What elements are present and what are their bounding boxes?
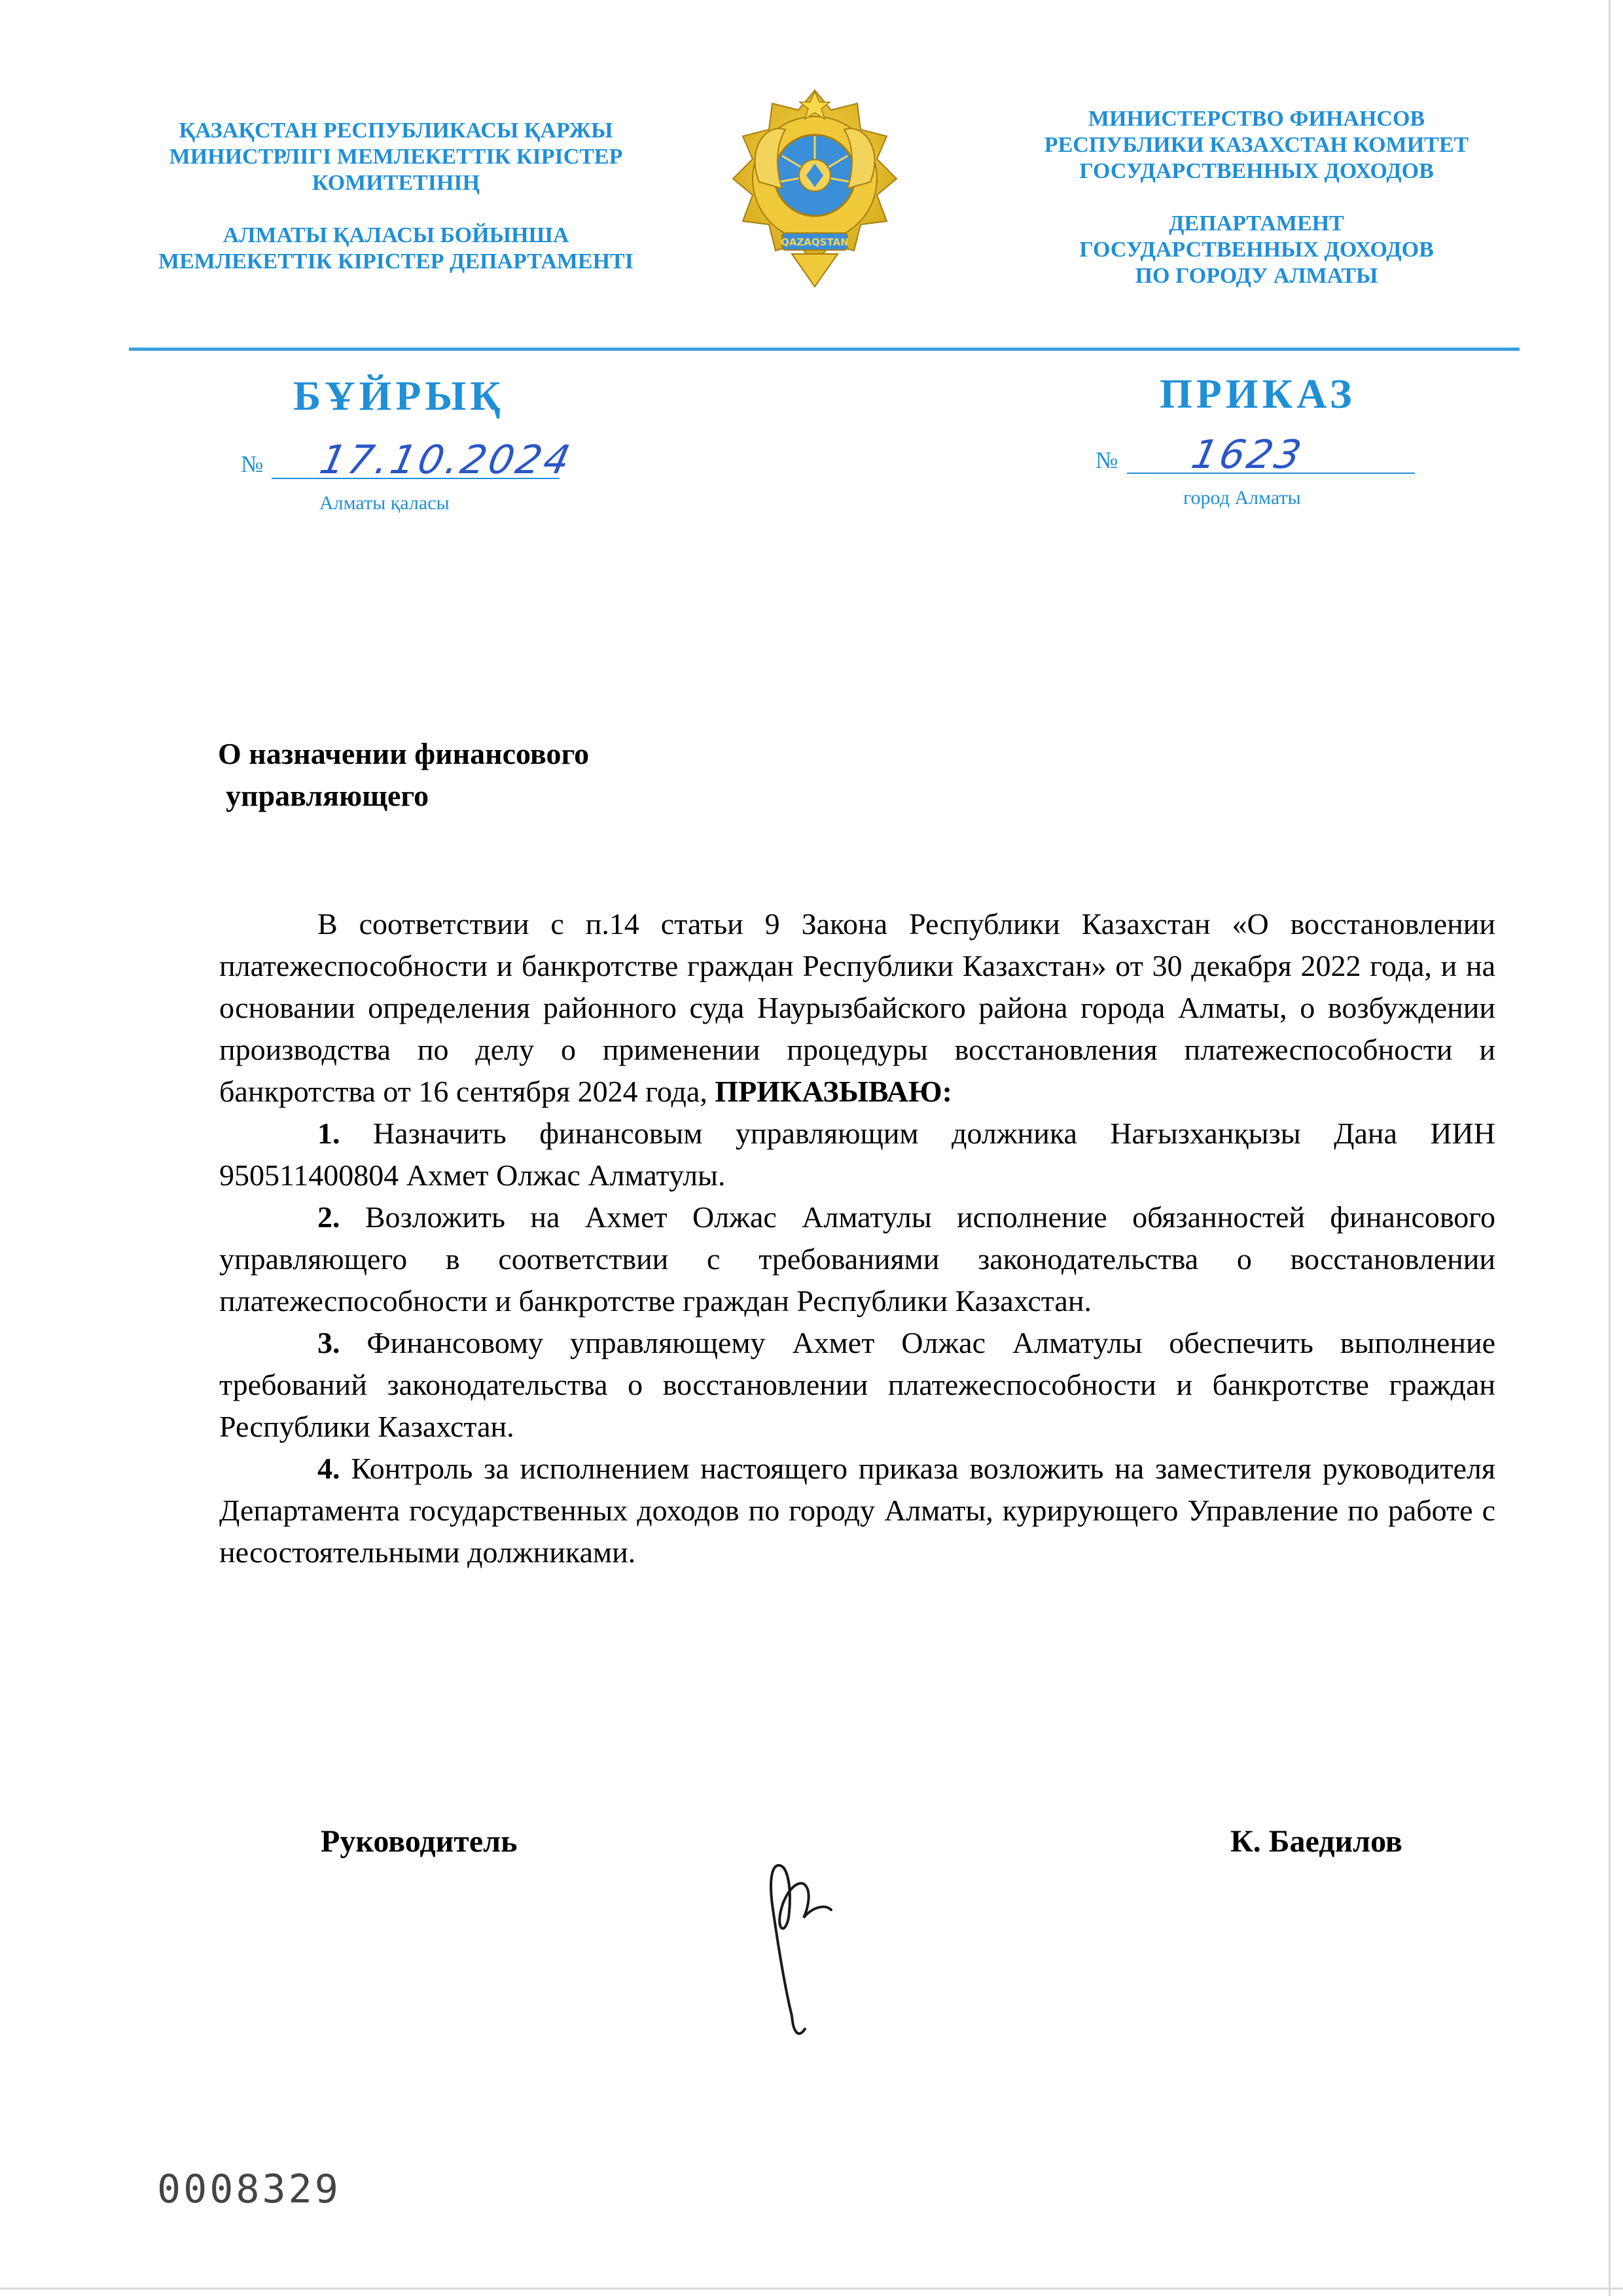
header-left-kz xyxy=(118,118,674,275)
item-number: 1. xyxy=(317,1117,340,1150)
number-sign-right: № xyxy=(1096,447,1118,473)
header-left-line: КОМИТЕТІНІҢ xyxy=(312,171,480,195)
serial-number: 0008329 xyxy=(157,2166,341,2212)
header-left-line: МЕМЛЕКЕТТІК КІРІСТЕР ДЕПАРТАМЕНТІ xyxy=(158,249,633,274)
city-ru: город Алматы xyxy=(1183,487,1301,509)
order-title-ru: ПРИКАЗ xyxy=(1160,370,1356,417)
order-item xyxy=(219,1448,1495,1573)
item-number: 2. xyxy=(317,1200,340,1234)
subject-line: О назначении финансового xyxy=(218,737,590,770)
order-item xyxy=(219,1113,1495,1196)
item-text: Финансовому управляющему Ахмет Олжас Алматулы обеспечить выполнение требований законодательства о восстановлении платежеспособности и банкротстве граждан Республики Казахстан. xyxy=(219,1326,1496,1443)
item-number: 3. xyxy=(317,1326,340,1359)
handwritten-signature-icon xyxy=(753,1793,877,2042)
item-text: Контроль за исполнением настоящего приказа возложить на заместителя руководителя Департамента государственных доходов по городу Алматы, курирующего Управление по работе с несостоятельными должниками. xyxy=(219,1452,1496,1569)
header-right-line: ГОСУДАРСТВЕННЫХ ДОХОДОВ xyxy=(1079,238,1434,262)
header-right-ru xyxy=(969,106,1544,289)
state-emblem-icon xyxy=(720,84,910,293)
signatory-position: Руководитель xyxy=(321,1824,518,1859)
intro-paragraph xyxy=(219,903,1495,1113)
header-right-line: МИНИСТЕРСТВО ФИНАНСОВ xyxy=(1088,107,1425,131)
item-number: 4. xyxy=(317,1452,340,1485)
header-left-line: АЛМАТЫ ҚАЛАСЫ БОЙЫНША xyxy=(223,223,569,247)
header-left-line: МИНИСТРЛІГІ МЕМЛЕКЕТТІК КІРІСТЕР xyxy=(169,145,623,169)
order-body xyxy=(219,903,1495,1573)
intro-text: В соответствии с п.14 статьи 9 Закона Республики Казахстан «О восстановлении платежеспособности и банкротстве граждан Республики Казахстан» от 30 декабря 2022 года, и на основании определения районного суда Наурызбайского района города Алматы, о возбуждении производства по делу о применении процедуры восстановления платежеспособности и банкротства от 16 сентября 2024 года, xyxy=(219,907,1495,1108)
signatory-name: К. Баедилов xyxy=(1230,1824,1402,1859)
number-sign-left: № xyxy=(241,451,264,477)
order-title-kz: БҰЙРЫҚ xyxy=(293,372,505,419)
order-item xyxy=(219,1322,1495,1448)
header-right-line: РЕСПУБЛИКИ КАЗАХСТАН КОМИТЕТ xyxy=(1044,133,1469,157)
header-right-line: ПО ГОРОДУ АЛМАТЫ xyxy=(1135,264,1378,288)
scan-edge-right xyxy=(1609,0,1611,2296)
subject-line: управляющего xyxy=(226,779,429,812)
handwritten-date: 17.10.2024 xyxy=(315,437,577,483)
emblem-text: QAZAQSTAN xyxy=(781,236,849,248)
scan-edge-bottom xyxy=(0,2287,1623,2289)
header-divider xyxy=(129,348,1520,351)
handwritten-number: 1623 xyxy=(1187,432,1308,478)
order-word: ПРИКАЗЫВАЮ: xyxy=(715,1075,952,1108)
order-item xyxy=(219,1196,1495,1322)
item-text: Назначить финансовым управляющим должника Нағызханқызы Дана ИИН 950511400804 Ахмет Олжас Алматулы. xyxy=(219,1117,1495,1192)
order-subject xyxy=(218,733,807,817)
item-text: Возложить на Ахмет Олжас Алматулы исполнение обязанностей финансового управляющего в соответствии с требованиями законодательства о восстановлении платежеспособности и банкротстве граждан Республики Казахстан. xyxy=(219,1200,1496,1318)
header-right-line: ДЕПАРТАМЕНТ xyxy=(1169,211,1344,236)
header-right-line: ГОСУДАРСТВЕННЫХ ДОХОДОВ xyxy=(1079,159,1434,183)
header-left-line: ҚАЗАҚСТАН РЕСПУБЛИКАСЫ ҚАРЖЫ xyxy=(179,118,613,143)
city-kz: Алматы қаласы xyxy=(319,492,450,514)
